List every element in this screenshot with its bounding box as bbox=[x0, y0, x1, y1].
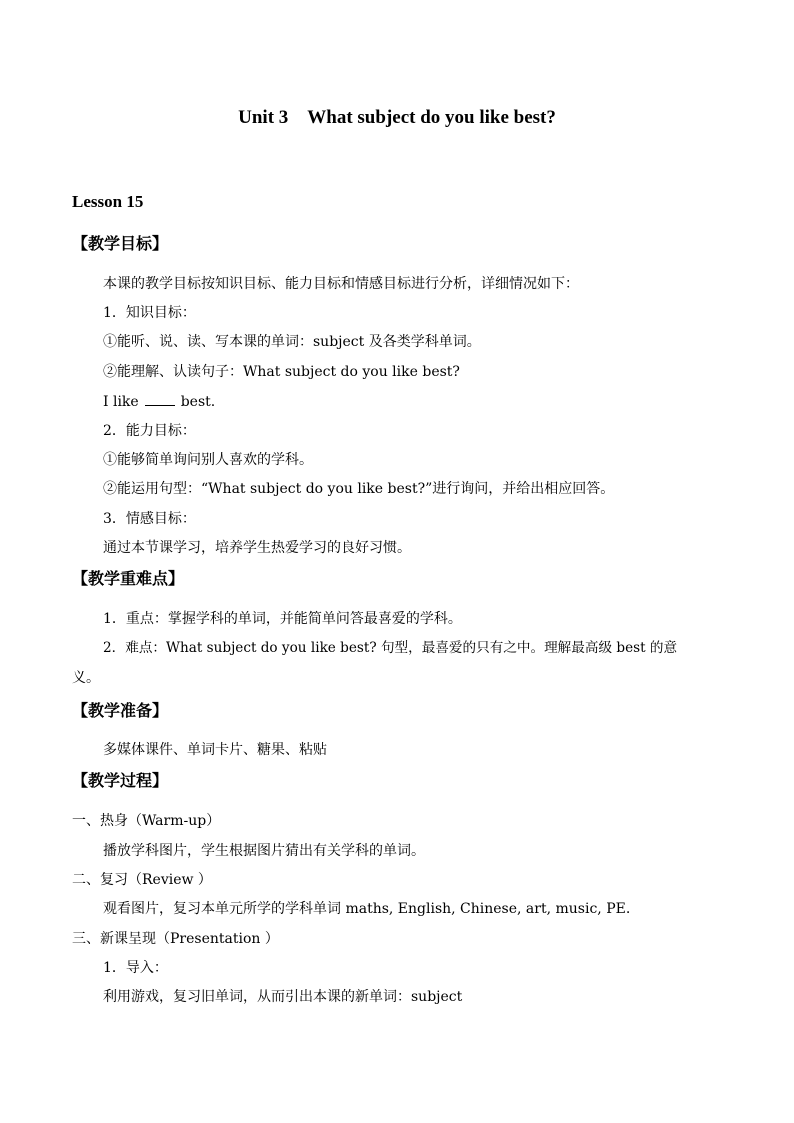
knowledge-item-3 bbox=[103, 395, 215, 409]
ability-item-1: ①能够简单询问别人喜欢的学科。 bbox=[103, 452, 313, 468]
lesson-label: Lesson 15 bbox=[72, 192, 144, 211]
knowledge-title: 1．知识目标： bbox=[103, 305, 196, 321]
key-point-2: 2．难点：What subject do you like best? 句型，最喜爱的只有之中。理解最高级 best 的意 bbox=[103, 640, 678, 656]
knowledge-item-3-pre: I like bbox=[103, 394, 139, 410]
step3-title: 三、新课呈现（Presentation ） bbox=[72, 931, 279, 947]
preparation-heading: 【教学准备】 bbox=[72, 701, 169, 720]
knowledge-item-3-post: best. bbox=[180, 394, 216, 410]
ability-title: 2．能力目标： bbox=[103, 423, 196, 439]
fill-blank bbox=[145, 395, 175, 406]
step1-text: 播放学科图片，学生根据图片猜出有关学科的单词。 bbox=[103, 843, 425, 859]
knowledge-item-2: ②能理解、认读句子：What subject do you like best? bbox=[103, 364, 460, 380]
key-points-heading: 【教学重难点】 bbox=[72, 569, 185, 588]
goals-heading: 【教学目标】 bbox=[72, 234, 169, 253]
document-title: Unit 3 What subject do you like best? bbox=[238, 107, 556, 128]
key-point-1: 1．重点：掌握学科的单词，并能简单问答最喜爱的学科。 bbox=[103, 611, 462, 627]
ability-item-2: ②能运用句型：“What subject do you like best?”进行询问，并给出相应回答。 bbox=[103, 481, 615, 497]
step1-title: 一、热身（Warm-up） bbox=[72, 813, 221, 829]
process-heading: 【教学过程】 bbox=[72, 771, 169, 790]
step2-title: 二、复习（Review ） bbox=[72, 872, 212, 888]
goals-intro: 本课的教学目标按知识目标、能力目标和情感目标进行分析，详细情况如下： bbox=[103, 276, 579, 292]
preparation-items: 多媒体课件、单词卡片、糖果、粘贴 bbox=[103, 742, 327, 758]
step3-sub: 1．导入： bbox=[103, 960, 168, 976]
knowledge-item-1: ①能听、说、读、写本课的单词：subject 及各类学科单词。 bbox=[103, 334, 481, 350]
key-point-2-continued: 义。 bbox=[72, 670, 100, 686]
step3-text: 利用游戏，复习旧单词，从而引出本课的新单词：subject bbox=[103, 989, 463, 1005]
emotion-title: 3．情感目标： bbox=[103, 511, 196, 527]
emotion-item-1: 通过本节课学习，培养学生热爱学习的良好习惯。 bbox=[103, 540, 411, 556]
step2-text: 观看图片，复习本单元所学的学科单词 maths, English, Chinese, art, music, PE. bbox=[103, 901, 631, 917]
